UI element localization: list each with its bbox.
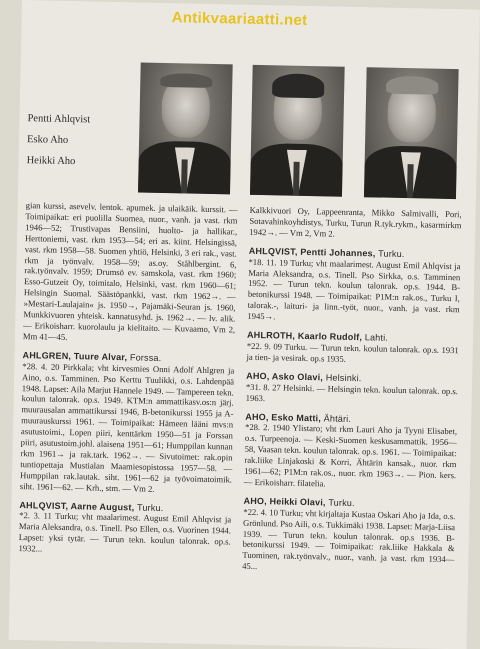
entry-place: Turku.	[378, 248, 405, 259]
watermark: Antikvaariaatti.net	[171, 9, 308, 29]
entry-name: AHLQVIST, Aarne August,	[19, 499, 135, 513]
entry-name: AHLROTH, Kaarlo Rudolf,	[246, 329, 363, 343]
entry-name: AHO, Esko Matti,	[245, 411, 322, 423]
photo-captions	[26, 112, 90, 176]
right-column	[242, 205, 462, 585]
entry-place: Forssa.	[129, 352, 162, 363]
entry-aho-heikki	[242, 496, 456, 577]
caption-2: Esko Aho	[26, 134, 69, 146]
entry-ahlroth-kaarlo	[246, 330, 459, 367]
entry-continuation	[23, 200, 238, 346]
entry-text: *22. 4. 10 Turku; vht kirjaltaja Kustaa Oskari Aho ja Ida, o.s. Grönlund. Pso Aili, o.s. Tukkimäki 1938. Lapset: Marja-Liisa 1939. — Turun tekn. koulun talonrak. op.s 1936. B-betonikurssi 1949. — Toimipaikat: rak.liike Hakkala & Tuominen, rak.työnvalv., nuor., vanh. ja vast. rkm 1934—45...	[242, 506, 456, 572]
entry-ahlqvist-aarne	[18, 500, 231, 559]
entry-text: *28. 4. 20 Pirkkala; vht kirvesmies Onni Adolf Ahlgren ja Aino, o.s. Tamminen. Pso Kerttu Tuulikki, o.s. Lahdenpää 1948. Lapset: Aila Marjut Hannele 1949. — Tampereen tekn. koulun talonrak. op.s. 1949. KTM:n ammattikasv.os:n järj. muurausalan ammattikurssi 1946, B-betonikurssi 1955 ja A-muurauskurssi 1961. — Toimipaikat: Hämeen lääni mvs:n asutustoimi., Lopen piiri, kenttärkm 1950—51 ja Forssan piiri, asutustoim.johl. alaisena 1951—61; Humppilan kunnan rkm 1961→ ja rak.tark. 1962→. — Sivutoimet: rak.opin tuntiopettaja Mustialan Maamiesopistossa 1957—58. — Humppilan rak.lautak. siht. 1961—62 ja työvoimatoimik. siht. 1961—62. — Krh., stm. — Vm 2.	[19, 360, 235, 494]
portrait-photo-heikki-aho	[364, 67, 459, 199]
entry-ahlqvist-pentti	[247, 246, 461, 327]
entry-aho-esko	[244, 411, 458, 492]
entry-text: *28. 2. 1940 Ylistaro; vht rkm Lauri Aho ja Tyyni Elisabet, o.s. Turpeenoja. — Keski-Suomen keskusammattik. 1956—58, Vaasan tekn. koulun talonrak. op.s. 1961. — Toimipaikat: rak.liike Linjakoski & Korri, Ähtärin kansak., nuor. rkm 1961—62; P1M:n rak.os., nuor. rkm 1963→. — Pion. kers. — Erikoisharr. filatelia.	[243, 422, 458, 489]
entry-text: gian kurssi, asevelv. lentok. apumek. ja ulaikäik. kurssit. — Toimipaikat: eri puolilla Suomea, nuor., vanh. ja vast. rkm 1946—52; Trustivapas Bensiini, huolto- ja hallikar., Herttoniemi, vast. rkm 1953—54; eri as. kiint. Helsingissä, vast. rkm 1958—58. Suomen yhtiö, Helsinki, 3 eri rak., vast. rkm ja työnvalv. 1958—59; as.oy. Ståhlbergint. 6, rak.työnvalv. 1959; Drumsö ev. samskola, vast. rkm 1960; Esso-Gutzeit Oy, toimitalo, Helsinki, vast. rkm 1960—61; Helsingin Suomal. Säästöpankki, vast. rkm 1962→. — »Mestari-Laulajain« js. 1950→, Pajamäki-Seuran js. 1960, Munkkivuoren yhteisk. kannatusyhd. js. 1962→. — lv. alik. — Erikoisharr. kuorolaulu ja kielitaito. — Kuvaamo, Vm 2, Mm 41—45.	[22, 200, 238, 342]
portrait-photo-pentti-ahlqvist	[138, 62, 233, 194]
entry-text: *31. 8. 27 Helsinki. — Helsingin tekn. koulun talonrak. op.s. 1963.	[245, 381, 459, 403]
caption-3: Heikki Aho	[26, 155, 76, 168]
entry-text: *18. 11. 19 Turku; vht maalarimest. August Emil Ahlqvist ja Maria Aleksandra, o.s. Tinell. Pso Sirkka, o.s. Tamminen 1952. — Turun tekn. koulun talonrak. op.s. 1944. B-betonikurssi 1948. — Toimipaikat: P1M:n rak.os., Turku I, talorak.-, laituri- ja linn.-työt, nuor., vanh. ja vast. rkm 1945→.	[247, 256, 461, 322]
caption-1: Pentti Ahlqvist	[27, 113, 91, 126]
entry-name: AHLGREN, Tuure Alvar,	[22, 349, 128, 363]
entry-place: Turku.	[328, 497, 355, 508]
entry-text: Kalkkivuori Oy, Lappeenranta, Mikko Salmivalli, Pori, Sotavahinkoyhdistys, Turku, Turun R.tyk.rykm., kasarmirkm 1942→. — Vm 2, Vm 2.	[249, 204, 462, 239]
entry-text: *22. 9. 09 Turku. — Turun tekn. koulun talonrak. op.s. 1931 ja tien- ja vesirak. op.s 1935.	[246, 340, 459, 364]
entry-name: AHLQVIST, Pentti Johannes,	[248, 245, 376, 259]
entry-aho-asko	[246, 371, 459, 408]
entry-place: Turku.	[136, 502, 164, 513]
left-column	[18, 200, 238, 566]
entry-text: *2. 3. 11 Turku; vht maalarimest. August Emil Ahlqvist ja Maria Aleksandra, o.s. Tinell. Pso Ellen, o.s. Vuorinen 1944. Lapset: yksi tytär. — Turun tekn. koulun talonrak. op.s. 1932...	[18, 510, 232, 554]
entry-place: Helsinki.	[325, 372, 362, 383]
entry-name: AHO, Asko Olavi,	[246, 370, 324, 383]
entry-place: Ähtäri.	[323, 412, 352, 424]
book-page	[9, 0, 480, 649]
entry-place: Lahti.	[364, 332, 389, 343]
entry-name: AHO, Heikki Olavi,	[243, 495, 326, 508]
portrait-photo-esko-aho	[250, 65, 345, 197]
entry-ahlgren-tuure	[20, 350, 235, 496]
entry-continuation	[249, 205, 462, 242]
